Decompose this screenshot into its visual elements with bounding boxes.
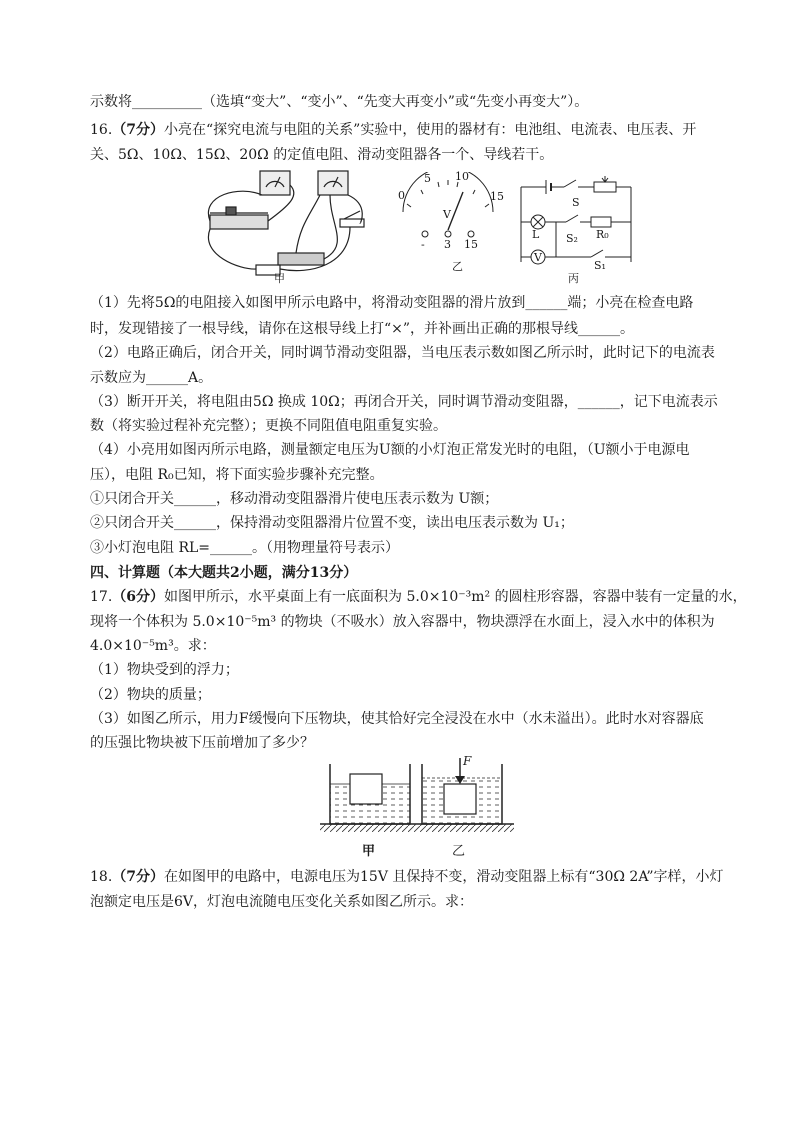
dial-label-5: 5 bbox=[424, 172, 431, 185]
dial-unit-label: V bbox=[443, 208, 451, 221]
q16-line1-text: 小亮在“探究电流与电阻的关系”实验中，使用的器材有：电池组、电流表、电压表、开 bbox=[164, 122, 697, 138]
q16-p2a: （2）电路正确后，闭合开关，同时调节滑动变阻器，当电压表示数如图乙所示时，此时记下的电流表 bbox=[90, 345, 715, 361]
circuit-label-s2: S₂ bbox=[566, 232, 578, 245]
q18-line2: 泡额定电压是6V，灯泡电流随电压变化关系如图乙所示。求： bbox=[90, 894, 474, 910]
dial-label-15: 15 bbox=[490, 190, 504, 203]
q18-points: （7分） bbox=[112, 869, 165, 885]
q16-p4a: （4）小亮用如图丙所示电路，测量额定电压为U额的小灯泡正常发光时的电阻，（U额小于电源电 bbox=[90, 442, 690, 458]
q17-line1-text: 如图甲所示，水平桌面上有一底面积为 5.0×10⁻³m² 的圆柱形容器，容器中装有一定量的水， bbox=[164, 589, 747, 605]
q17-line1 bbox=[90, 588, 747, 606]
dial-zero-label: 0 bbox=[398, 189, 405, 202]
q15-tail-text: 示数将__________（选填“变大”、“变小”、“先变大再变小”或“先变小再变大”）。 bbox=[90, 94, 589, 110]
q17-sub1: （1）物块受到的浮力； bbox=[90, 662, 239, 678]
apparatus-figure bbox=[200, 165, 370, 285]
circuit-label-s1: S₁ bbox=[594, 259, 606, 272]
q16-step2: ②只闭合开关______，保持滑动变阻器滑片位置不变，读出电压表示数为 U₁； bbox=[90, 515, 574, 531]
q16-p2b: 示数应为______A。 bbox=[90, 370, 213, 386]
q18-number: 18. bbox=[90, 869, 113, 885]
q16-p1a: （1）先将5Ω的电阻接入如图甲所示电路中，将滑动变阻器的滑片放到______端；小亮在检查电路 bbox=[90, 295, 694, 311]
q17-sub3a: （3）如图乙所示，用力F缓慢向下压物块，使其恰好完全浸没在水中（水未溢出）。此时水对容器底 bbox=[90, 711, 704, 727]
q18-line1-text: 在如图甲的电路中，电源电压为15V 且保持不变，滑动变阻器上标有“30Ω 2A”字样，小灯 bbox=[164, 869, 724, 885]
containers-figure bbox=[318, 754, 518, 838]
q16-number: 16. bbox=[90, 122, 113, 138]
q16-line2: 关、5Ω、10Ω、15Ω、20Ω 的定值电阻、滑动变阻器各一个、导线若干。 bbox=[90, 147, 554, 163]
q17-sub2: （2）物块的质量； bbox=[90, 687, 211, 703]
q17-number: 17. bbox=[90, 589, 113, 605]
q16-line1 bbox=[90, 121, 696, 139]
fig-jia-label: 甲 bbox=[274, 272, 285, 285]
circuit-label-s: S bbox=[572, 196, 580, 209]
q16-step1: ①只闭合开关______，移动滑动变阻器滑片使电压表示数为 U额； bbox=[90, 491, 499, 507]
fig-yi-label: 乙 bbox=[452, 260, 463, 273]
section4-title: 四、计算题（本大题共2小题，满分13分） bbox=[90, 565, 358, 581]
q16-p4b: 压），电阻 R₀已知，将下面实验步骤补充完整。 bbox=[90, 467, 384, 483]
q16-points: （7分） bbox=[112, 122, 165, 138]
q16-p3a: （3）断开开关，将电阻由5Ω 换成 10Ω；再闭合开关，同时调节滑动变阻器，______，记下电流表示 bbox=[90, 394, 718, 410]
q17-points: （6分） bbox=[112, 589, 165, 605]
dial-terminal-minus: - bbox=[421, 238, 425, 251]
q17-sub3b: 的压强比物块被下压前增加了多少？ bbox=[90, 735, 314, 751]
dial-label-10: 10 bbox=[455, 170, 469, 183]
circuit-label-r0: R₀ bbox=[596, 228, 609, 241]
q17-fig-yi-label: 乙 bbox=[452, 844, 466, 859]
dial-terminal-15: 15 bbox=[464, 238, 478, 251]
fig-bing-label: 丙 bbox=[568, 272, 579, 285]
q17-fig-jia-label: 甲 bbox=[362, 844, 376, 859]
q17-line2: 现将一个体积为 5.0×10⁻⁵m³ 的物块（不吸水）放入容器中，物块漂浮在水面上，浸入水中的体积为 bbox=[90, 614, 715, 630]
circuit-label-v: V bbox=[534, 251, 542, 264]
q16-p1b: 时，发现错接了一根导线，请你在这根导线上打“×”，并补画出正确的那根导线______。 bbox=[90, 321, 635, 337]
dial-terminal-3: 3 bbox=[444, 238, 451, 251]
force-f-label: F bbox=[463, 754, 472, 768]
q18-line1 bbox=[90, 868, 724, 886]
q17-line3: 4.0×10⁻⁵m³。求： bbox=[90, 638, 216, 654]
circuit-label-l: L bbox=[532, 228, 540, 241]
q16-p3b: 数（将实验过程补充完整）；更换不同阻值电阻重复实验。 bbox=[90, 418, 447, 434]
q16-step3: ③小灯泡电阻 RL=______。（用物理量符号表示） bbox=[90, 540, 400, 556]
